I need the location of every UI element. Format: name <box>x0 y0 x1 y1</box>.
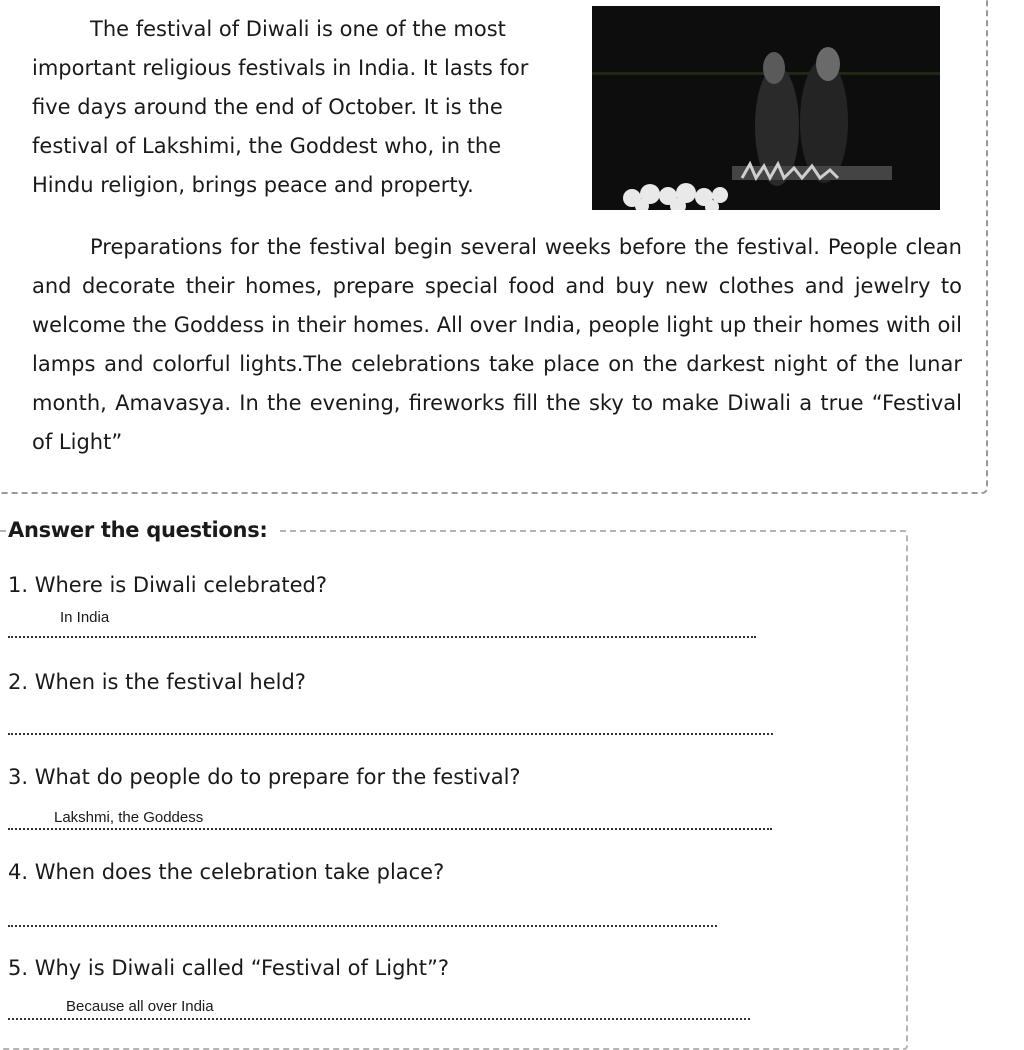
paragraph-1 <box>32 10 552 205</box>
paragraph-2-text: Preparations for the festival begin several weeks before the festival. People clean and decorate their homes, prepare special food and buy new clothes and jewelry to welcome the Goddess in their homes. All over India, people light up their homes with oil lamps and colorful lights.The celebrations take place on the darkest night of the lunar month, Amavasya. In the evening, fireworks fill the sky to make Diwali a true “Festival of Light” <box>32 235 962 454</box>
answer-line-3 <box>8 828 772 830</box>
answer-1[interactable]: In India <box>60 609 110 626</box>
diwali-photo-illustration <box>592 6 940 210</box>
paragraph-2 <box>32 228 962 462</box>
paragraph-1-text: The festival of Diwali is one of the most important religious festivals in India. It lasts for five days around the end of October. It is the festival of Lakshimi, the Goddest who, in the Hindu religion, brings peace and property. <box>32 17 529 197</box>
answer-line-2 <box>8 733 773 735</box>
question-3: 3. What do people do to prepare for the festival? <box>8 765 527 789</box>
answer-line-5 <box>8 1018 750 1020</box>
answer-5[interactable]: Because all over India <box>66 998 214 1015</box>
question-5: 5. Why is Diwali called “Festival of Light”? <box>8 956 455 980</box>
answer-line-4 <box>8 925 717 927</box>
question-2: 2. When is the festival held? <box>8 670 312 694</box>
diwali-photo <box>592 6 940 210</box>
question-1: 1. Where is Diwali celebrated? <box>8 573 333 597</box>
question-4: 4. When does the celebration take place? <box>8 860 450 884</box>
answer-3[interactable]: Lakshmi, the Goddess <box>54 809 204 826</box>
questions-heading: Answer the questions: <box>8 518 280 542</box>
answer-line-1 <box>8 636 756 638</box>
